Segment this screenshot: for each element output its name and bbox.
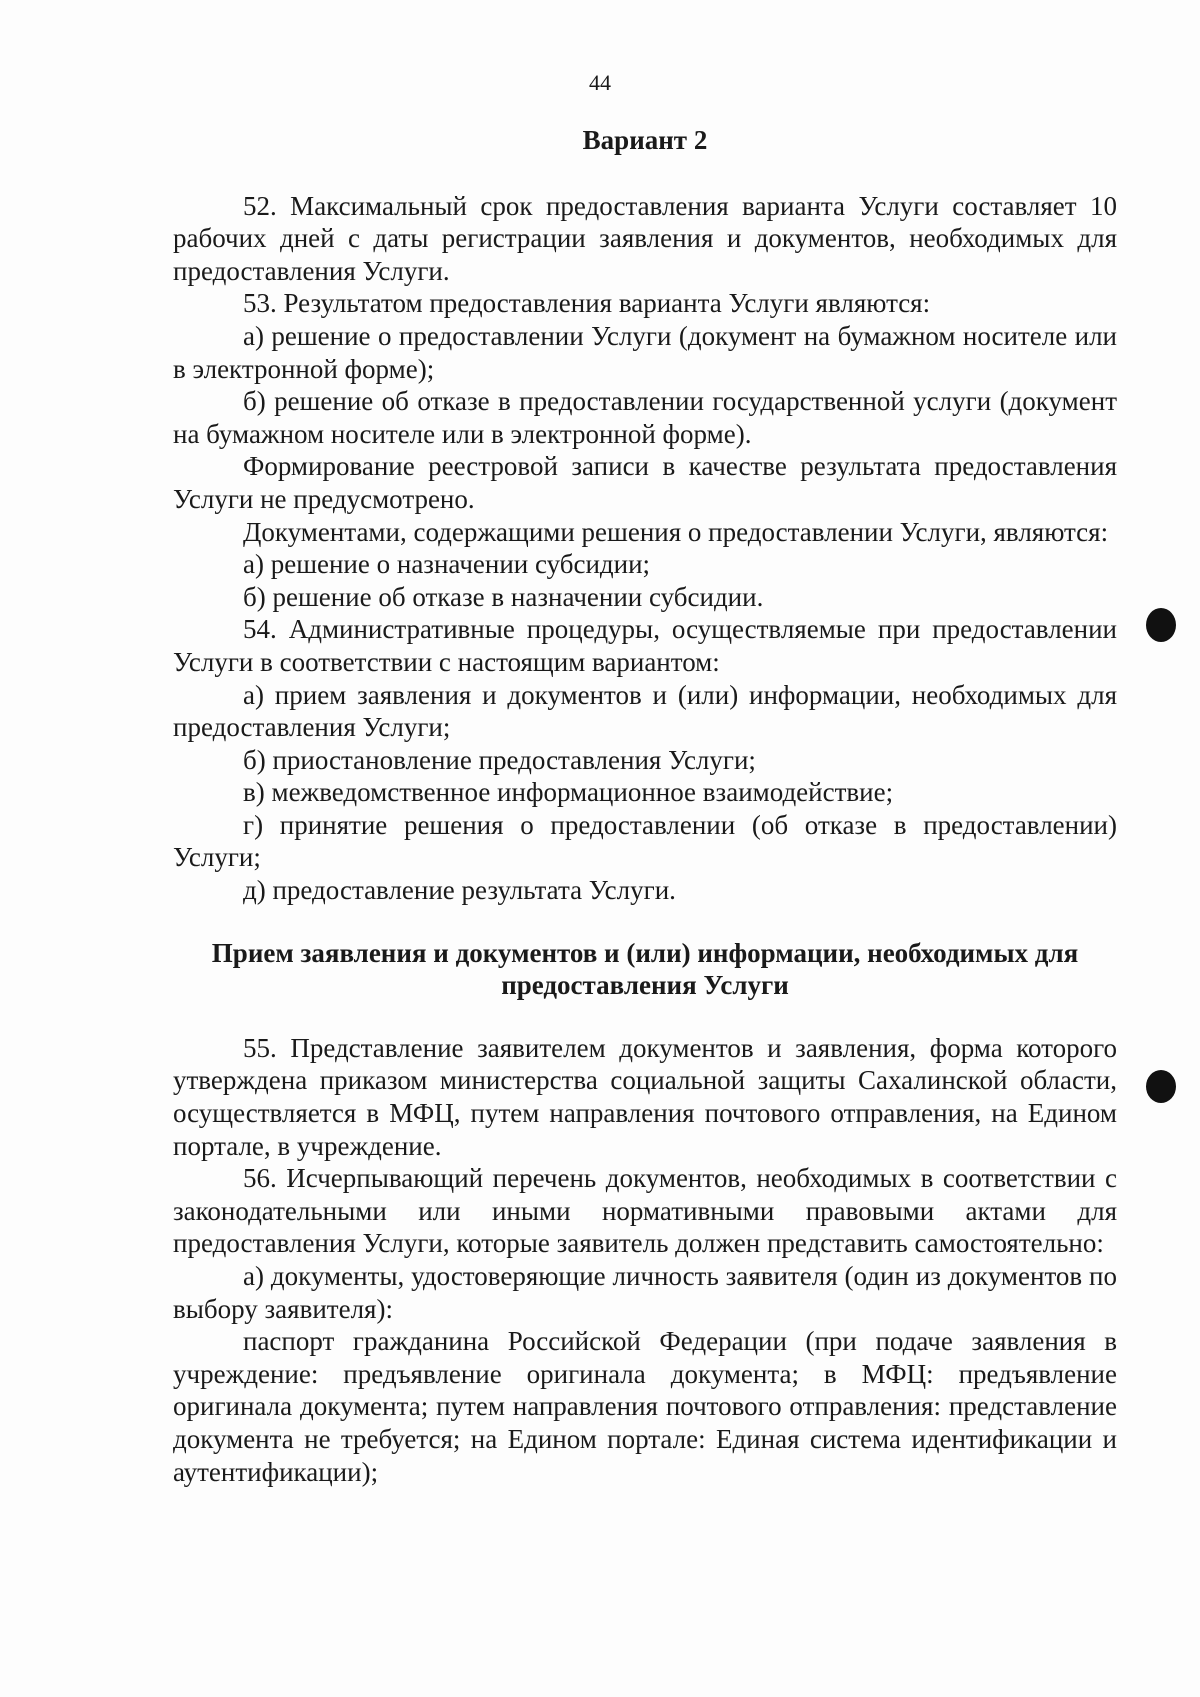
paragraph-54-item-a: а) прием заявления и документов и (или) информации, необходимых для предоставления Услуги;	[173, 679, 1117, 743]
paragraph-registry-note: Формирование реестровой записи в качестве результата предоставления Услуги не предусмотрено.	[173, 451, 1117, 514]
paragraph-54-item-d: д) предоставление результата Услуги.	[243, 875, 676, 906]
paragraph-54-item-g: г) принятие решения о предоставлении (об отказе в предоставлении) Услуги;	[173, 809, 1117, 873]
variant-heading: Вариант 2	[582, 125, 708, 155]
binding-hole-mark	[1146, 608, 1176, 642]
page-number: 44	[589, 70, 611, 95]
paragraph-55: 55. Представление заявителем документов и заявления, форма которого утверждена приказом министерства социальной защиты Сахалинской области, осуществляется в МФЦ, путем направления почтового отправления, на Едином портале, в учреждение.	[173, 1032, 1117, 1161]
paragraph-53: 53. Результатом предоставления варианта Услуги являются:	[243, 288, 931, 319]
paragraph-decision-item-a: а) решение о назначении субсидии;	[243, 549, 651, 580]
paragraph-53-item-b: б) решение об отказе в предоставлении государственной услуги (документ на бумажном носителе или в электронной форме).	[173, 386, 1117, 449]
paragraph-decision-documents: Документами, содержащими решения о предоставлении Услуги, являются:	[243, 516, 1109, 547]
paragraph-54: 54. Административные процедуры, осуществляемые при предоставлении Услуги в соответствии с настоящим вариантом:	[173, 614, 1117, 677]
section-heading: Прием заявления и документов и (или) информации, необходимых для предоставления Услуги	[211, 937, 1079, 1001]
paragraph-54-item-v: в) межведомственное информационное взаимодействие;	[243, 777, 894, 808]
paragraph-52: 52. Максимальный срок предоставления варианта Услуги составляет 10 рабочих дней с даты регистрации заявления и документов, необходимых для предоставления Услуги.	[173, 190, 1117, 286]
paragraph-56-item-a: а) документы, удостоверяющие личность заявителя (один из документов по выбору заявителя):	[173, 1261, 1117, 1324]
binding-hole-mark	[1146, 1070, 1176, 1103]
paragraph-passport: паспорт гражданина Российской Федерации (при подаче заявления в учреждение: предъявление оригинала документа; в МФЦ: предъявление оригинала документа; путем направления почтового отправления: представление документа не требуется; на Едином портале: Единая система идентификации и аутентификации);	[173, 1326, 1117, 1487]
paragraph-56: 56. Исчерпывающий перечень документов, необходимых в соответствии с законодательными или иными нормативными правовыми актами для предоставления Услуги, которые заявитель должен представить самостоятельно:	[173, 1163, 1117, 1259]
paragraph-53-item-a: а) решение о предоставлении Услуги (документ на бумажном носителе или в электронной форме);	[173, 320, 1117, 384]
document-body	[173, 124, 1117, 1488]
paragraph-decision-item-b: б) решение об отказе в назначении субсидии.	[243, 581, 764, 612]
paragraph-54-item-b: б) приостановление предоставления Услуги;	[243, 744, 756, 775]
